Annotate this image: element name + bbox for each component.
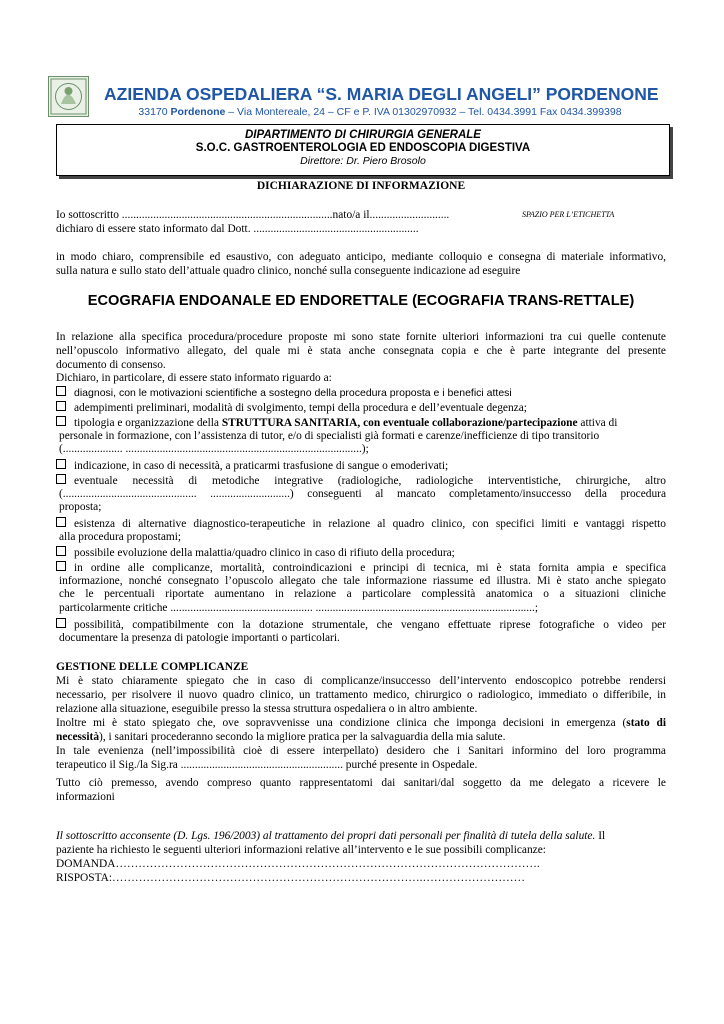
- address-zip: 33170: [138, 106, 168, 118]
- item-text: particolarmente critiche .................................................. .............................................................................;: [59, 601, 538, 614]
- hospital-seal-icon: [48, 76, 89, 117]
- address-city: Pordenone: [170, 106, 226, 118]
- procedure-title: ECOGRAFIA ENDOANALE ED ENDORETTALE (ECOGRAFIA TRANS-RETTALE): [87, 293, 635, 309]
- item-text: (..................... ...................................................................................);: [59, 443, 369, 456]
- item-text: personale in formazione, con l’assistenza di tutor, e/o di specialisti già formati e carenze/inefficienze di tipo transitorio: [59, 430, 600, 443]
- privacy-line: [56, 830, 666, 843]
- item-text: diagnosi, con le motivazioni scientifiche a sostegno della procedura proposta e i benefici attesi: [74, 387, 512, 399]
- complications-line: relazione alla situazione, eseguibile presso la stessa struttura ospedaliera o in altro ambiente.: [56, 703, 478, 715]
- checkbox[interactable]: [56, 459, 66, 469]
- privacy-line: paziente ha richiesto le seguenti ulteriori informazioni relative all’intervento e le sue possibili complicanze:: [56, 844, 546, 856]
- complications-line: informazioni: [56, 791, 115, 803]
- privacy-text: Il: [595, 830, 606, 842]
- answer-field[interactable]: RISPOSTA:……………………………………………………………………….………………………: [56, 872, 525, 884]
- item-text: proposta;: [59, 501, 102, 514]
- complications-title: GESTIONE DELLE COMPLICANZE: [56, 661, 249, 673]
- checkbox[interactable]: [56, 386, 66, 396]
- item-text: in ordine alle complicanze, mortalità, controindicazioni e principi di tecnica, mi è stata fornita ampia e specifica: [74, 562, 666, 574]
- item-text: che le percentuali riportate aumentano in relazione a particolare complessità anatomica o a situazioni cliniche: [59, 588, 666, 601]
- list-item: [56, 517, 666, 544]
- relation-line-3: documento di consenso.: [56, 359, 166, 371]
- checkbox[interactable]: [56, 517, 66, 527]
- checkbox[interactable]: [56, 561, 66, 571]
- complications-text-bold: stato di: [626, 717, 666, 729]
- list-item: [56, 618, 666, 645]
- complications-text: ), i sanitari procederanno secondo la migliore pratica per la salvaguardia della mia salute.: [99, 731, 506, 743]
- complications-line: Mi è stato chiaramente spiegato che in caso di complicanze/insuccesso dell’intervento endoscopico potrebbe rendersi: [56, 675, 666, 687]
- list-item: [56, 474, 666, 515]
- soc-name: S.O.C. GASTROENTEROLOGIA ED ENDOSCOPIA DIGESTIVA: [195, 142, 531, 154]
- checkbox[interactable]: [56, 546, 66, 556]
- item-text: eventuale necessità di metodiche integrative (radiologiche, radiologiche interventistiche, chirurgiche, altro: [74, 475, 666, 487]
- item-text: esistenza di alternative diagnostico-terapeutiche in relazione al quadro clinico, con specifici limiti e vantaggi rispetto: [74, 518, 666, 530]
- checkbox[interactable]: [56, 401, 66, 411]
- item-text-bold: STRUTTURA SANITARIA, con eventuale collaborazione/partecipazione: [221, 417, 578, 429]
- checkbox[interactable]: [56, 474, 66, 484]
- document-title: DICHIARAZIONE DI INFORMAZIONE: [256, 180, 466, 192]
- intro-line-1: in modo chiaro, comprensibile ed esaustivo, con adeguato anticipo, mediante colloquio e consegna di materiale informativo,: [56, 251, 666, 263]
- department-name: DIPARTIMENTO DI CHIRURGIA GENERALE: [245, 129, 481, 141]
- item-text: possibilità, compatibilmente con la dotazione strumentale, che vengano effettuate riprese fotografiche o video per: [74, 619, 666, 631]
- complications-text-bold: necessità: [56, 731, 100, 743]
- org-title: AZIENDA OSPEDALIERA “S. MARIA DEGLI ANGELI” PORDENONE: [104, 84, 659, 104]
- complications-line: terapeutico il Sig./la Sig.ra ......................................................... purché presente in Ospedale.: [56, 759, 478, 771]
- relation-line-1: In relazione alla specifica procedura/procedure proposte mi sono state fornite ulteriori informazioni tra cui quelle contenute: [56, 331, 666, 343]
- item-text: documentare la presenza di patologie importanti o particolari.: [59, 632, 340, 645]
- intro-line-2: sulla natura e sullo stato dell’attuale quadro clinico, nonché sulla conseguente indicazione ad eseguire: [56, 265, 521, 277]
- list-item: [56, 401, 666, 415]
- address-details: – Via Montereale, 24 – CF e P. IVA 01302970932 – Tel. 0434.3991 Fax 0434.399398: [228, 106, 622, 118]
- label-space-note: SPAZIO PER L’ETICHETTA: [522, 210, 615, 219]
- list-item: [56, 386, 666, 400]
- director-name: Direttore: Dr. Piero Brosolo: [300, 155, 426, 167]
- relation-line-2: nell’opuscolo informativo allegato, del quale mi è stata anche consegnata copia e che è parte integrante del presente: [56, 345, 666, 357]
- doctor-line: dichiaro di essere stato informato dal Dott. ..........................................................: [56, 223, 419, 235]
- list-item: [56, 546, 666, 560]
- item-text: informazione, nonché consegnato l’opuscolo allegato che tale informazione riassume ed illustra. Mi è stato anche spiegato: [59, 575, 666, 588]
- complications-line: [56, 717, 666, 730]
- department-box: [56, 124, 670, 176]
- item-text: (............................................... ............................) conseguenti al mancato completamento/insuccesso della procedura: [59, 488, 666, 501]
- item-text: alla procedura propostami;: [59, 531, 182, 544]
- checkbox[interactable]: [56, 618, 66, 628]
- privacy-text: Il sottoscritto acconsente (D. Lgs. 196/2003) al trattamento dei propri dati personali per finalità di tutela della salute.: [56, 830, 596, 842]
- item-text: tipologia e organizzazione della: [74, 417, 222, 429]
- list-item: [56, 561, 666, 615]
- question-field[interactable]: DOMANDA………………………………………………………………………………………………….: [56, 858, 540, 870]
- item-text: possibile evoluzione della malattia/quadro clinico in caso di rifiuto della procedura;: [74, 547, 455, 559]
- item-text: adempimenti preliminari, modalità di svolgimento, tempi della procedura e dell’eventuale degenza;: [74, 402, 527, 414]
- item-text: attiva di: [577, 417, 618, 429]
- relation-line-4: Dichiaro, in particolare, di essere stato informato riguardo a:: [56, 372, 332, 384]
- list-item: [56, 416, 666, 457]
- item-text: indicazione, in caso di necessità, a praticarmi trasfusione di sangue o emoderivati;: [74, 460, 449, 472]
- complications-line: In tale evenienza (nell’impossibilità cioè di essere interpellato) desidero che i Sanitari informino del loro programma: [56, 745, 666, 757]
- complications-text: Inoltre mi è stato spiegato che, ove sopravvenisse una condizione clinica che imponga decisioni in emergenza (: [56, 717, 627, 729]
- complications-line: necessario, per risolvere il nuovo quadro clinico, un trattamento medico, chirurgico o radiologico, immediato o differibile, in: [56, 689, 666, 701]
- complications-line: [56, 731, 666, 744]
- signer-line: Io sottoscritto ..........................................................................nato/a il............................: [56, 209, 450, 221]
- list-item: [56, 459, 666, 473]
- org-address: [104, 106, 656, 118]
- complications-line: Tutto ciò premesso, avendo compreso quanto rappresentatomi dai sanitari/dal soggetto da me delegato a ricevere le: [56, 777, 666, 789]
- checkbox[interactable]: [56, 416, 66, 426]
